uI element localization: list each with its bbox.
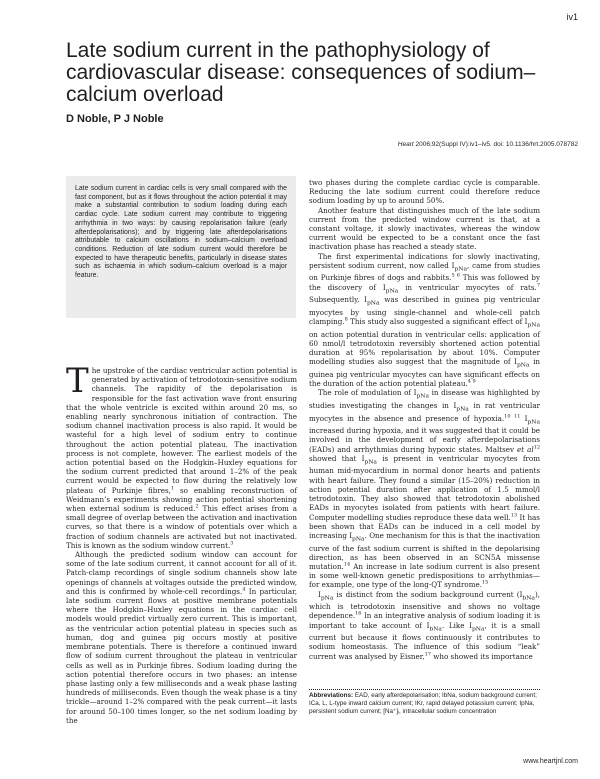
- abstract-text: Late sodium current in cardiac cells is very small compared with the fast component, but as it flows throughout the action potential it may make a substantial contribution to sodium loading during each cardiac cycle. Late sodium current may contribute to triggering arrhythmia in two ways: by causing repolarisation failure (early afterdepolarisations); and by triggering late afterdepolarisations attributable to calcium oscillations in sodium–calcium overload conditions. Reduction of late sodium current would therefore be expected to have therapeutic benefits, particularly in disease states such as ischaemia in which sodium–calcium overload is a major feature.: [75, 185, 287, 280]
- left-column: [66, 361, 298, 725]
- paragraph: two phases during the complete cardiac cycle is comparable. Reducing the late sodium current could therefore reduce sodium loading by up to around 50%.: [309, 178, 540, 206]
- journal-name: Heart: [397, 141, 414, 148]
- drop-cap: T: [66, 361, 89, 401]
- abbreviations-divider: [309, 689, 540, 690]
- paragraph: The upstroke of the cardiac ventricular action potential is generated by activation of tetrodotoxin-sensitive sodium channels. The rapidity of the depolarisation is responsible for the fast activation wave front ensuring that the whole ventricle is excited within around 20 ms, so enabling nearly synchronous initiation of contraction. The sodium channel inactivation process is also rapid. It would be wasteful for a high level of sodium entry to continue throughout the action potential plateau. The inactivation process is not complete, however. The earliest models of the action potential based on the Hodgkin–Huxley equations for the sodium current predicted that around 1–2% of the peak current would be expected to flow during the relatively low plateau of Purkinje fibres,$^1$ so enabling reconstruction of Weidmann’s experiments showing action potential shortening when external sodium is reduced.$^2$ This effect arises from a small degree of overlap between the activation and inactivation curves, so that there is a window of potentials over which a fraction of sodium channels are activated but not inactivated. This is known as the sodium window current.$^3$: [66, 361, 298, 550]
- article-title: Late sodium current in the pathophysiology of cardiovascular disease: consequences of sodium–calcium overload: [66, 39, 536, 106]
- citation-details: 2006;92(Suppl IV):iv1–iv5. doi: 10.1136/hrt.2005.078782: [413, 141, 578, 148]
- right-column: [309, 178, 540, 661]
- paragraph: The first experimental indications for slowly inactivating, persistent sodium current, now called $I_{pNa}$, came from studies on Purkinje fibres of dogs and rabbits.$^{5 6}$ This was followed by the discovery of $I_{pNa}$ in ventricular myocytes of rats.$^7$ Subsequently, $I_{pNa}$ was described in guinea pig ventricular myocytes by using single-channel and whole-cell patch clamping.$^8$ This study also suggested a significant effect of $I_{pNa}$ on action potential duration in ventricular cells: application of 60 nmol/l tetrodotoxin reversibly shortened action potential duration at 95% repolarisation by about 10%. Computer modelling studies also suggest that the magnitude of $I_{pNa}$ in guinea pig ventricular myocytes can have significant effects on the duration of the action potential plateau.$^{4 9}$: [309, 251, 541, 389]
- page-number: iv1: [566, 12, 578, 22]
- abstract-box: [66, 176, 296, 318]
- paragraph: Although the predicted sodium window can account for some of the late sodium current, it cannot account for all of it. Patch-clamp recordings of single sodium channels show late openings of channels at voltages outside the predicted window, and this is confirmed by whole-cell recordings.$^4$ In particular, late sodium current flows at positive membrane potentials where the Hodgkin–Huxley equations in the cardiac cell models would predict virtually zero current. This is important, as the ventricular action potential plateau in species such as human, dog and guinea pig occurs mostly at positive membrane potentials. There is therefore a continued inward flow of sodium current throughout the plateau in ventricular cells as well as in Purkinje fibres. Sodium loading during the action potential therefore occurs in two phases: an intense phase lasting only a few milliseconds and a weak phase lasting hundreds of milliseconds. Even though the weak phase is a tiny trickle—around 1–2% compared with the peak current—it lasts for around 50–100 times longer, so the net sodium loading by the: [66, 550, 297, 725]
- citation: [398, 141, 578, 148]
- abbreviations-label: Abbreviations:: [309, 692, 354, 699]
- abbreviations: [309, 692, 540, 716]
- authors: D Noble, P J Noble: [66, 113, 164, 125]
- paragraph: The role of modulation of $I_{pNa}$ in disease was highlighted by studies investigating the changes in $I_{pNa}$ in rat ventricular myocytes in the absence and presence of hypoxia.$^{10 11}$ $I_{pNa}$ increased during hypoxia, and it was suggested that it could be involved in the development of early afterdepolarisations (EADs) and arrhythmias during hypoxic states. Maltsev et $al^{12}$ showed that $I_{pNa}$ is present in ventricular myocytes from human mid-myocardium in normal donor hearts and patients with heart failure. They found a similar (15–20%) reduction in action potential duration after application of 1.5 mmol/l tetrodotoxin. They also showed that tetrodotoxin abolished EADs in myocytes isolated from patients with heart failure. Computer modelling studies reproduce these data well.$^{13}$ It has been shown that EADs can be induced in a cell model by increasing $I_{pNa}$. One mechanism for this is that the inactivation curve of the fast sodium current is shifted in the depolarising direction, as has been observed in an SCN5A missense mutation.$^{14}$ An increase in late sodium current is also present in some well-known genetic predispositions to arrhythmias—for example, one type of the long-QT syndrome.$^{15}$: [309, 388, 541, 590]
- footer-url: www.heartjnl.com: [523, 758, 578, 765]
- paragraph: Another feature that distinguishes much of the late sodium current from the predicted window current is that, at a constant voltage, it slowly inactivates, whereas the window current would be expected to be a constant once the fast inactivation phase has reached a steady state.: [309, 205, 540, 252]
- abbreviations-text: EAD, early afterdepolarisation; IbNa, sodium background current; ICa, L, L-type inward calcium current; IKr, rapid delayed potassium current; IpNa, persistent sodium current; [Na⁺]ᵢ, intracellular sodium concentration: [309, 692, 537, 715]
- paragraph: $I_{pNa}$ is distinct from the sodium background current $(I_{bNa})$, which is tetrodotoxin insensitive and shows no voltage dependence.$^{16}$ In an integrative analysis of sodium loading it is important to take account of $I_{bNa}$. Like $I_{pNa}$, it is a small current but because it flows continuously it contributes to sodium homeostasis. The influence of this sodium “leak” current was analysed by Eisner,$^{17}$ who showed its importance: [309, 589, 541, 661]
